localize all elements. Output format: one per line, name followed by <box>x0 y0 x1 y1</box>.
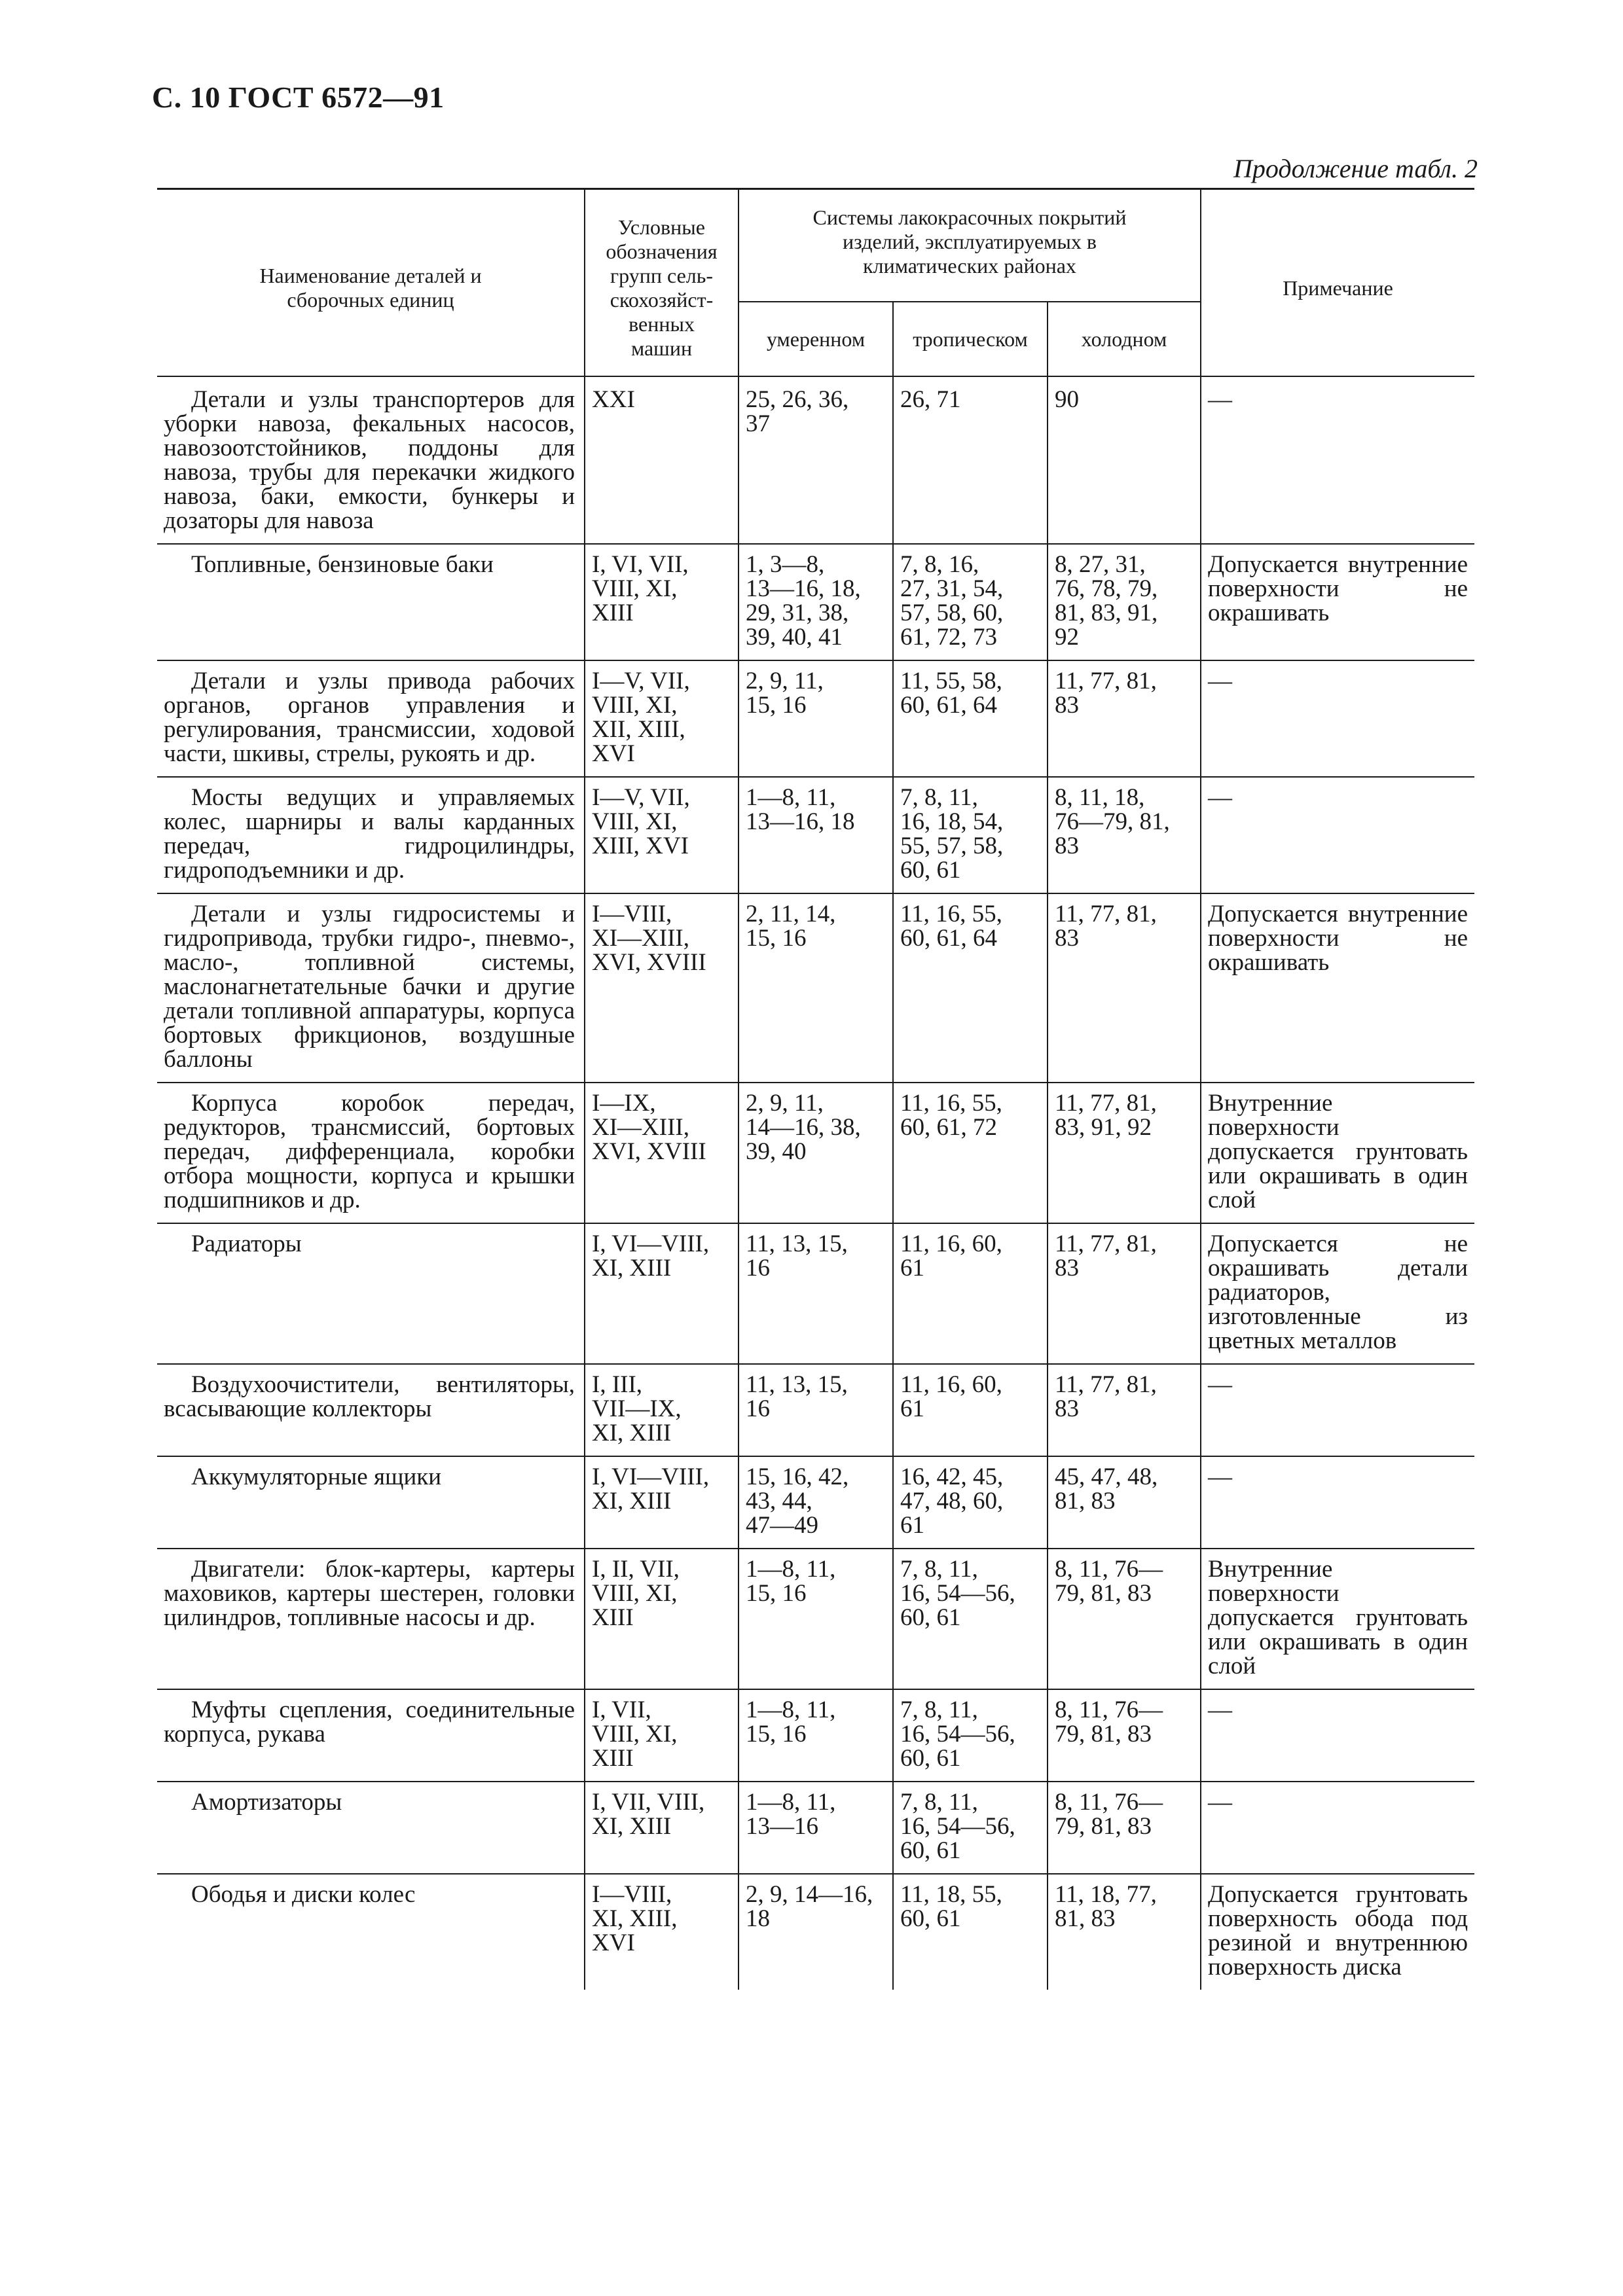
header-moderate: умеренном <box>739 302 893 376</box>
cell-moderate-climate: 1—8, 11, 15, 16 <box>739 1549 893 1689</box>
cell-part-name <box>157 376 585 544</box>
cell-cold-climate: 8, 11, 76— 79, 81, 83 <box>1048 1782 1201 1874</box>
cell-tropical-climate: 11, 55, 58, 60, 61, 64 <box>893 660 1048 777</box>
table-header <box>157 189 1474 377</box>
table-row <box>157 1874 1474 1990</box>
cell-machine-groups: I, VI—VIII, XI, XIII <box>585 1456 739 1549</box>
cell-moderate-climate: 2, 9, 14—16, 18 <box>739 1874 893 1990</box>
part-name-text: Корпуса коробок передач, редукторов, трансмиссий, бортовых передач, дифференциала, коробки отбора мощности, корпуса и крышки подшипников и др. <box>164 1090 575 1213</box>
cell-tropical-climate: 16, 42, 45, 47, 48, 60, 61 <box>893 1456 1048 1549</box>
cell-cold-climate: 8, 11, 76— 79, 81, 83 <box>1048 1549 1201 1689</box>
cell-note: Внутренние поверхности допускается грунтовать или окрашивать в один слой <box>1201 1083 1474 1223</box>
cell-cold-climate: 11, 18, 77, 81, 83 <box>1048 1874 1201 1990</box>
table-row <box>157 1223 1474 1364</box>
cell-moderate-climate: 1—8, 11, 13—16 <box>739 1782 893 1874</box>
part-name-text: Топливные, бензиновые баки <box>191 551 494 578</box>
cell-machine-groups: I, VII, VIII, XI, XIII <box>585 1689 739 1782</box>
cell-machine-groups: I, VI—VIII, XI, XIII <box>585 1223 739 1364</box>
cell-moderate-climate: 2, 11, 14, 15, 16 <box>739 893 893 1083</box>
table-body <box>157 376 1474 1990</box>
table-row <box>157 1083 1474 1223</box>
cell-moderate-climate: 2, 9, 11, 14—16, 38, 39, 40 <box>739 1083 893 1223</box>
cell-tropical-climate: 11, 16, 60, 61 <box>893 1223 1048 1364</box>
table-row <box>157 1782 1474 1874</box>
cell-tropical-climate: 11, 16, 55, 60, 61, 72 <box>893 1083 1048 1223</box>
cell-moderate-climate: 1, 3—8, 13—16, 18, 29, 31, 38, 39, 40, 41 <box>739 544 893 660</box>
cell-machine-groups: I, II, VII, VIII, XI, XIII <box>585 1549 739 1689</box>
table-row <box>157 376 1474 544</box>
cell-note: Внутренние поверхности допускается грунтовать или окрашивать в один слой <box>1201 1549 1474 1689</box>
cell-machine-groups: I—V, VII, VIII, XI, XIII, XVI <box>585 777 739 893</box>
cell-machine-groups: I—IX, XI—XIII, XVI, XVIII <box>585 1083 739 1223</box>
cell-moderate-climate: 11, 13, 15, 16 <box>739 1364 893 1456</box>
cell-tropical-climate: 11, 16, 55, 60, 61, 64 <box>893 893 1048 1083</box>
cell-note: — <box>1201 660 1474 777</box>
part-name-text: Детали и узлы транспортеров для уборки навоза, фекальных насосов, навозоотстойников, поддоны для навоза, трубы для перекачки жидкого навоза, баки, емкости, бункеры и дозаторы для навоза <box>164 386 575 534</box>
table-row <box>157 1689 1474 1782</box>
table-row <box>157 1456 1474 1549</box>
part-name-text: Муфты сцепления, соединительные корпуса, рукава <box>164 1696 575 1748</box>
part-name-text: Детали и узлы привода рабочих органов, органов управления и регулирования, трансмиссии, ходовой части, шкивы, стрелы, рукоять и др. <box>164 668 575 767</box>
cell-tropical-climate: 11, 16, 60, 61 <box>893 1364 1048 1456</box>
cell-moderate-climate: 11, 13, 15, 16 <box>739 1223 893 1364</box>
table-continuation-label: Продолжение табл. 2 <box>1233 154 1478 183</box>
page-header: С. 10 ГОСТ 6572—91 <box>152 81 445 114</box>
cell-note: Допускается не окрашивать детали радиаторов, изготовленные из цветных металлов <box>1201 1223 1474 1364</box>
table-row <box>157 777 1474 893</box>
cell-part-name <box>157 1083 585 1223</box>
table-row <box>157 893 1474 1083</box>
table-row <box>157 1364 1474 1456</box>
cell-cold-climate: 11, 77, 81, 83 <box>1048 660 1201 777</box>
cell-cold-climate: 45, 47, 48, 81, 83 <box>1048 1456 1201 1549</box>
part-name-text: Двигатели: блок-картеры, картеры маховиков, картеры шестерен, головки цилиндров, топливные насосы и др. <box>164 1556 575 1631</box>
part-name-text: Радиаторы <box>191 1230 302 1257</box>
cell-cold-climate: 11, 77, 81, 83 <box>1048 1364 1201 1456</box>
part-name-text: Амортизаторы <box>191 1789 342 1816</box>
cell-part-name <box>157 660 585 777</box>
cell-cold-climate: 11, 77, 81, 83 <box>1048 1223 1201 1364</box>
cell-note: Допускается внутренние поверхности не окрашивать <box>1201 893 1474 1083</box>
cell-cold-climate: 90 <box>1048 376 1201 544</box>
cell-machine-groups: I, VII, VIII, XI, XIII <box>585 1782 739 1874</box>
cell-cold-climate: 8, 11, 76— 79, 81, 83 <box>1048 1689 1201 1782</box>
table-row <box>157 1549 1474 1689</box>
cell-part-name <box>157 1549 585 1689</box>
header-group: Условные обозначения групп сель- скохозяйст- венных машин <box>585 189 739 377</box>
cell-machine-groups: I—VIII, XI, XIII, XVI <box>585 1874 739 1990</box>
cell-part-name <box>157 893 585 1083</box>
cell-tropical-climate: 26, 71 <box>893 376 1048 544</box>
cell-note: — <box>1201 777 1474 893</box>
cell-moderate-climate: 2, 9, 11, 15, 16 <box>739 660 893 777</box>
cell-cold-climate: 8, 27, 31, 76, 78, 79, 81, 83, 91, 92 <box>1048 544 1201 660</box>
cell-note: Допускается грунтовать поверхность обода под резиной и внутреннюю поверхность диска <box>1201 1874 1474 1990</box>
cell-part-name <box>157 544 585 660</box>
cell-part-name <box>157 1456 585 1549</box>
cell-tropical-climate: 7, 8, 11, 16, 54—56, 60, 61 <box>893 1549 1048 1689</box>
header-systems: Системы лакокрасочных покрытий изделий, эксплуатируемых в климатических районах <box>739 189 1201 302</box>
cell-machine-groups: I—V, VII, VIII, XI, XII, XIII, XVI <box>585 660 739 777</box>
coatings-table-container <box>157 188 1474 1990</box>
part-name-text: Воздухоочистители, вентиляторы, всасывающие коллекторы <box>164 1371 575 1422</box>
cell-part-name <box>157 1364 585 1456</box>
cell-note: Допускается внутренние поверхности не окрашивать <box>1201 544 1474 660</box>
part-name-text: Мосты ведущих и управляемых колес, шарниры и валы карданных передач, гидроцилиндры, гидроподъемники и др. <box>164 784 575 884</box>
cell-tropical-climate: 7, 8, 16, 27, 31, 54, 57, 58, 60, 61, 72, 73 <box>893 544 1048 660</box>
part-name-text: Аккумуляторные ящики <box>191 1463 442 1490</box>
cell-part-name <box>157 1689 585 1782</box>
cell-cold-climate: 11, 77, 81, 83 <box>1048 893 1201 1083</box>
cell-tropical-climate: 7, 8, 11, 16, 18, 54, 55, 57, 58, 60, 61 <box>893 777 1048 893</box>
header-cold: холодном <box>1048 302 1201 376</box>
part-name-text: Детали и узлы гидросистемы и гидропривода, трубки гидро-, пневмо-, масло-, топливной системы, маслонагнетательные бачки и другие детали топливной аппаратуры, корпуса бортовых фрикционов, воздушные баллоны <box>164 901 575 1073</box>
cell-note: — <box>1201 1364 1474 1456</box>
cell-note: — <box>1201 1689 1474 1782</box>
cell-part-name <box>157 1874 585 1990</box>
cell-moderate-climate: 1—8, 11, 13—16, 18 <box>739 777 893 893</box>
cell-cold-climate: 11, 77, 81, 83, 91, 92 <box>1048 1083 1201 1223</box>
coatings-table <box>157 188 1474 1990</box>
header-name: Наименование деталей и сборочных единиц <box>157 189 585 377</box>
cell-part-name <box>157 1223 585 1364</box>
cell-tropical-climate: 11, 18, 55, 60, 61 <box>893 1874 1048 1990</box>
part-name-text: Ободья и диски колес <box>191 1881 416 1908</box>
table-row <box>157 660 1474 777</box>
cell-machine-groups: I, VI, VII, VIII, XI, XIII <box>585 544 739 660</box>
cell-cold-climate: 8, 11, 18, 76—79, 81, 83 <box>1048 777 1201 893</box>
cell-tropical-climate: 7, 8, 11, 16, 54—56, 60, 61 <box>893 1782 1048 1874</box>
cell-machine-groups: I, III, VII—IX, XI, XIII <box>585 1364 739 1456</box>
cell-note: — <box>1201 376 1474 544</box>
cell-moderate-climate: 1—8, 11, 15, 16 <box>739 1689 893 1782</box>
cell-moderate-climate: 15, 16, 42, 43, 44, 47—49 <box>739 1456 893 1549</box>
cell-note: — <box>1201 1456 1474 1549</box>
cell-machine-groups: XXI <box>585 376 739 544</box>
cell-note: — <box>1201 1782 1474 1874</box>
cell-part-name <box>157 777 585 893</box>
cell-moderate-climate: 25, 26, 36, 37 <box>739 376 893 544</box>
table-row <box>157 544 1474 660</box>
header-note: Примечание <box>1201 189 1474 377</box>
cell-tropical-climate: 7, 8, 11, 16, 54—56, 60, 61 <box>893 1689 1048 1782</box>
cell-machine-groups: I—VIII, XI—XIII, XVI, XVIII <box>585 893 739 1083</box>
cell-part-name <box>157 1782 585 1874</box>
header-tropical: тропическом <box>893 302 1048 376</box>
